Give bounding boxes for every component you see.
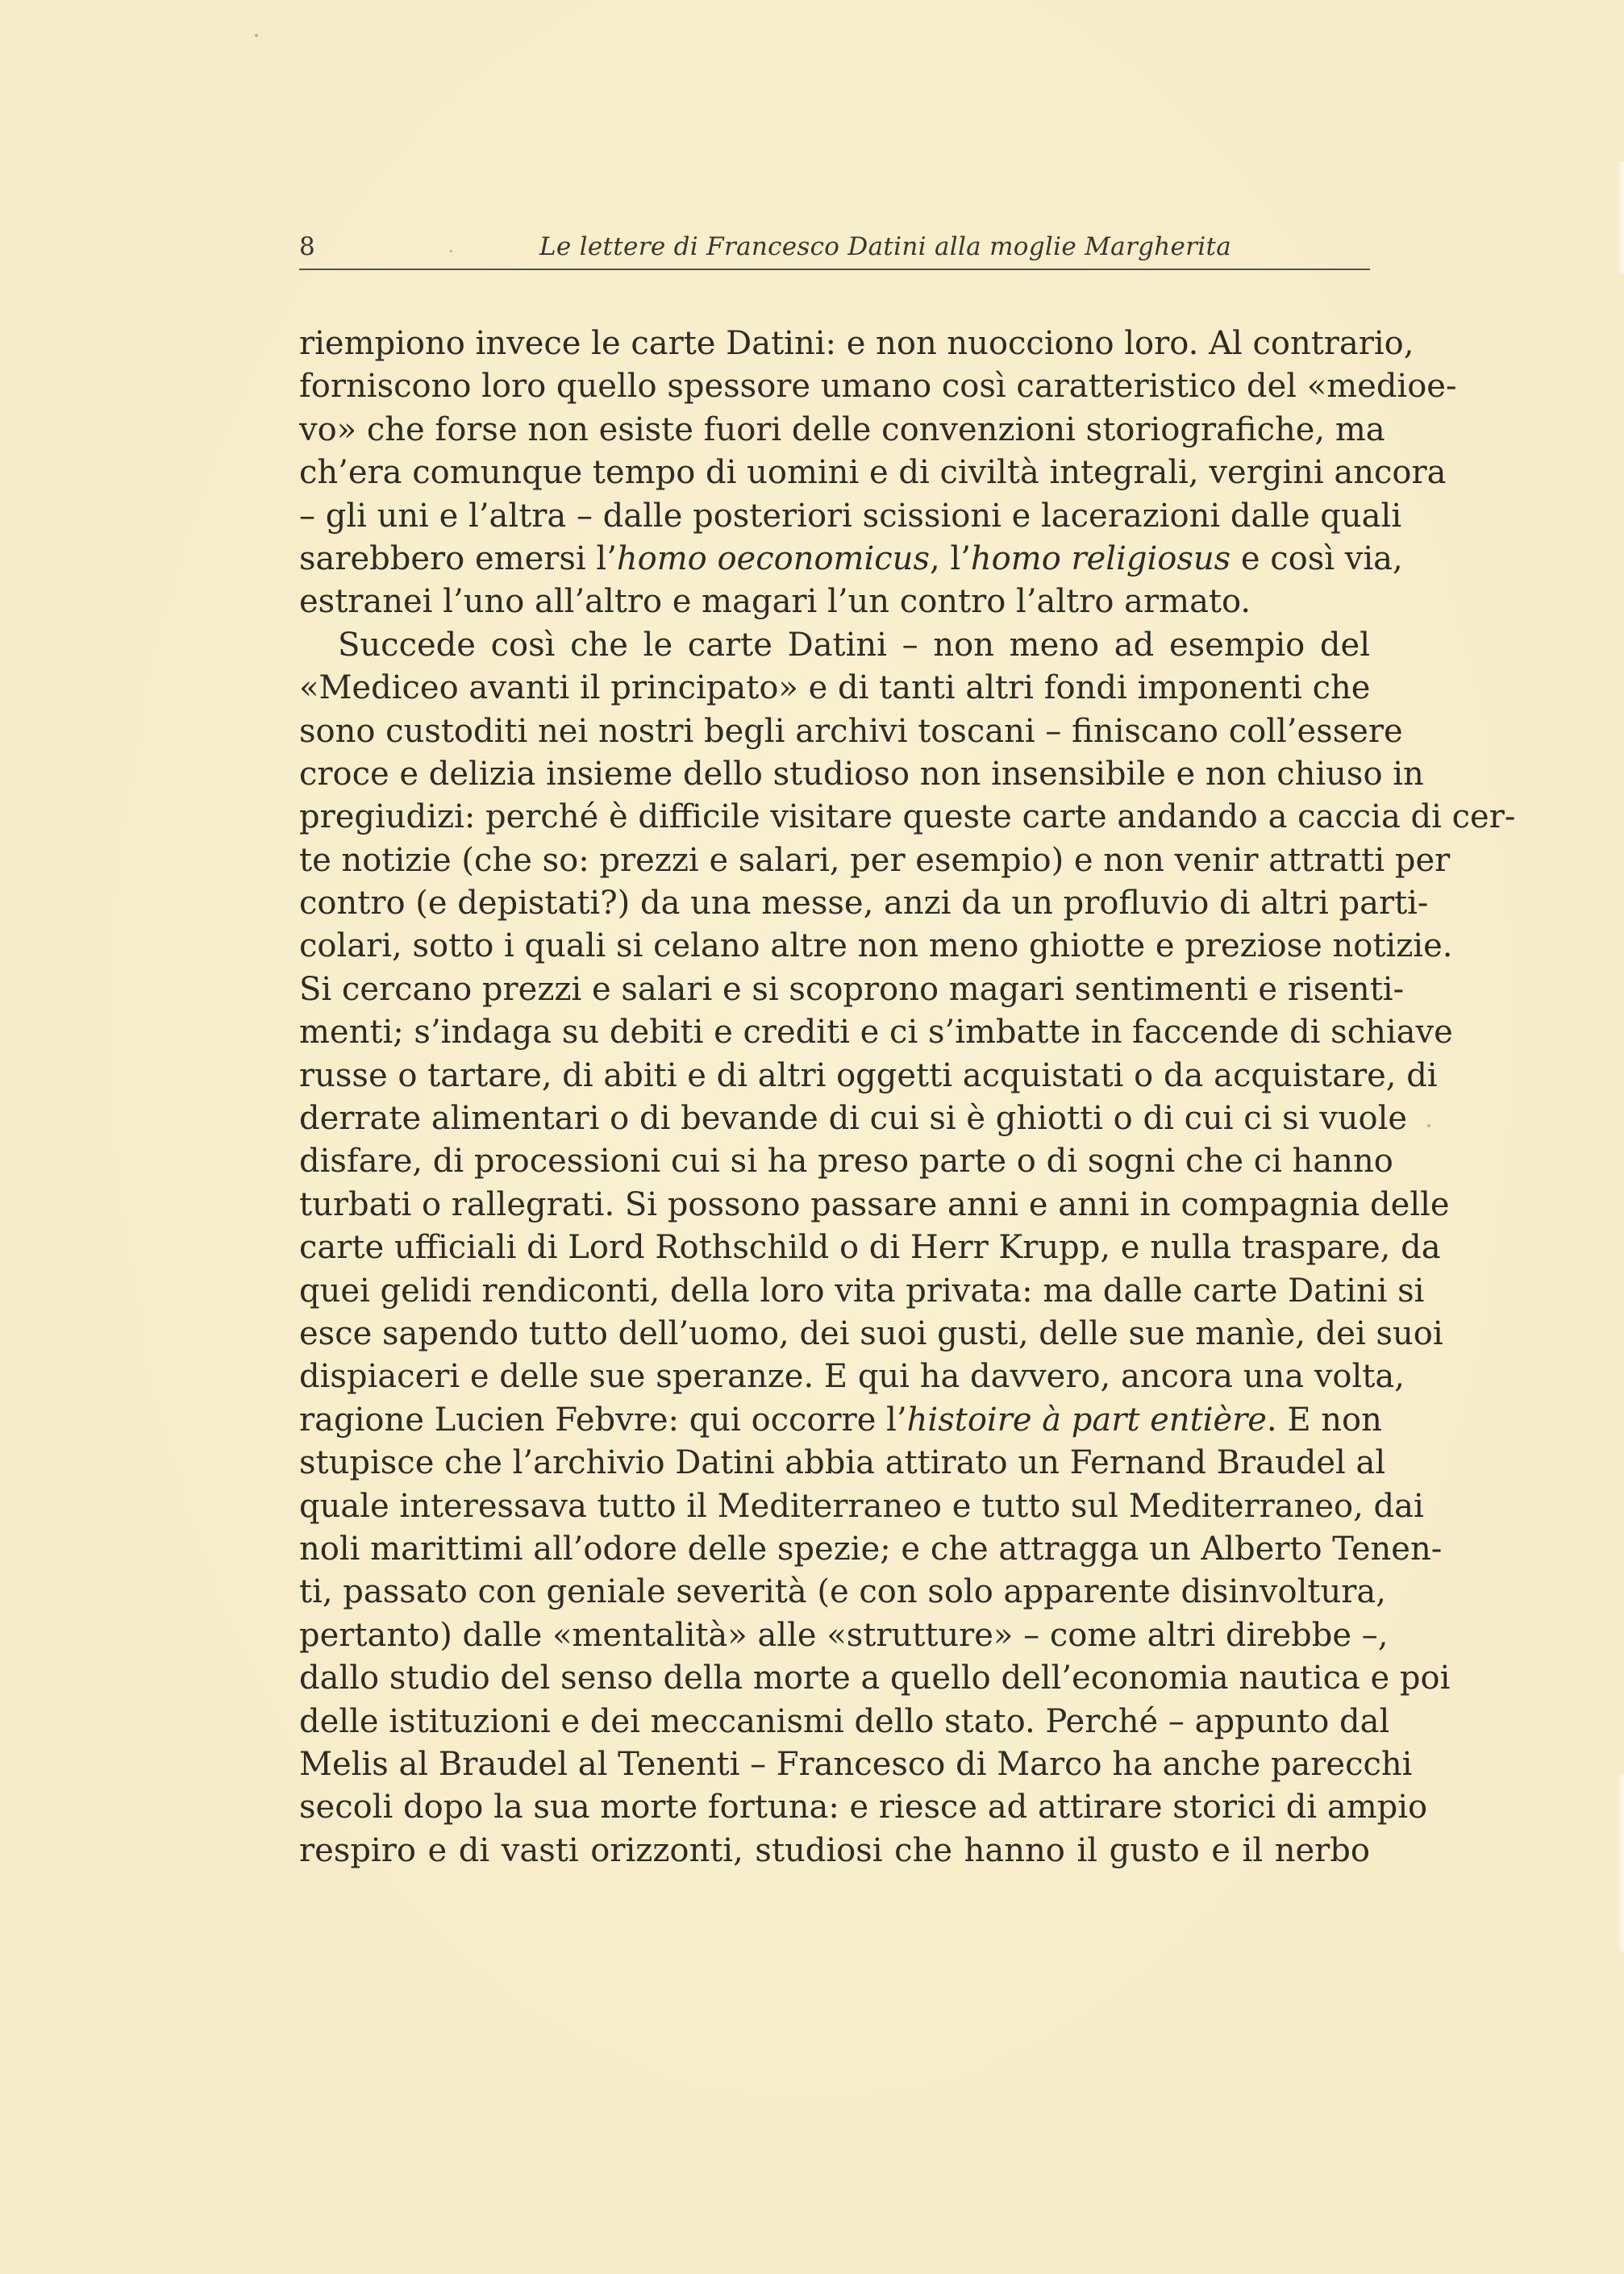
text-segment: colari, sotto i quali si celano altre non meno ghiotte e preziose notizie. xyxy=(299,927,1453,965)
text-segment: sarebbero emersi l’ xyxy=(299,539,617,577)
text-segment: quale interessava tutto il Mediterraneo e tutto sul Mediterraneo, dai xyxy=(299,1487,1424,1525)
text-segment: turbati o rallegrati. Si possono passare anni e anni in compagnia delle xyxy=(299,1185,1450,1223)
text-line xyxy=(299,409,1385,452)
paper-edge xyxy=(1618,1774,1624,1951)
text-line xyxy=(299,839,1451,882)
text-line xyxy=(299,323,1414,365)
text-segment: quei gelidi rendiconti, della loro vita privata: ma dalle carte Datini si xyxy=(299,1272,1425,1310)
text-line xyxy=(299,1227,1441,1269)
text-segment: menti; s’indaga su debiti e crediti e ci s’imbatte in faccende di schiave xyxy=(299,1014,1453,1052)
text-line xyxy=(299,796,1516,839)
text-segment: russe o tartare, di abiti e di altri oggetti acquistati o da acquistare, di xyxy=(299,1056,1438,1094)
text-line xyxy=(299,1614,1389,1657)
paper-speck xyxy=(1427,1124,1430,1127)
text-line xyxy=(299,365,1457,408)
text-line xyxy=(299,968,1405,1011)
text-segment: «Mediceo avanti il principato» e di tanti altri fondi imponenti che xyxy=(299,669,1371,707)
text-segment: Si cercano prezzi e salari e si scoprono magari sentimenti e risenti- xyxy=(299,970,1405,1008)
text-line xyxy=(299,538,1403,581)
text-segment: forniscono loro quello spessore umano così caratteristico del «medioe- xyxy=(299,368,1457,406)
text-segment: respiro e di vasti orizzonti, studiosi che hanno il gusto e il nerbo xyxy=(299,1831,1370,1869)
text-line xyxy=(299,1356,1405,1398)
text-line xyxy=(299,581,1370,623)
paper-speck xyxy=(255,34,258,37)
text-line xyxy=(299,1657,1451,1700)
text-segment: noli marittimi all’odore delle spezie; e che attragga un Alberto Tenen- xyxy=(299,1530,1443,1568)
text-line xyxy=(299,1701,1390,1743)
text-line xyxy=(299,1485,1424,1528)
paper-speck xyxy=(450,250,452,252)
text-segment: dispiaceri e delle sue speranze. E qui ha davvero, ancora una volta, xyxy=(299,1358,1405,1396)
text-segment: carte ufficiali di Lord Rothschild o di Herr Krupp, e nulla traspare, da xyxy=(299,1229,1441,1267)
text-line xyxy=(299,1786,1428,1829)
text-segment: . E non xyxy=(1266,1401,1382,1439)
text-segment: Succede così che le carte Datini – non meno ad esempio del xyxy=(338,626,1370,664)
text-line xyxy=(299,1528,1443,1571)
text-segment: pertanto) dalle «mentalità» alle «strutture» – come altri direbbe –, xyxy=(299,1616,1389,1654)
text-line xyxy=(299,667,1370,710)
text-line xyxy=(299,1011,1453,1054)
text-segment: contro (e depistati?) da una messe, anzi da un profluvio di altri parti- xyxy=(299,885,1429,923)
text-segment: dallo studio del senso della morte a quello dell’economia nautica e poi xyxy=(299,1660,1451,1697)
text-segment: esce sapendo tutto dell’uomo, dei suoi gusti, delle sue manìe, dei suoi xyxy=(299,1314,1443,1352)
text-segment: ragione Lucien Febvre: qui occorre l’ xyxy=(299,1401,907,1439)
text-line xyxy=(299,1743,1413,1786)
text-line xyxy=(299,452,1447,494)
text-segment: pregiudizi: perché è difficile visitare queste carte andando a caccia di cer- xyxy=(299,798,1516,836)
body-text xyxy=(299,323,1516,1872)
header-rule xyxy=(299,269,1370,270)
text-segment: disfare, di processioni cui si ha preso parte o di sogni che ci hanno xyxy=(299,1143,1393,1181)
text-segment: ch’era comunque tempo di uomini e di civiltà integrali, vergini ancora xyxy=(299,454,1447,492)
text-line xyxy=(299,1830,1370,1872)
italic-text: homo religiosus xyxy=(970,539,1231,577)
text-segment: ti, passato con geniale severità (e con solo apparente disinvoltura, xyxy=(299,1573,1386,1611)
text-segment: derrate alimentari o di bevande di cui si è ghiotti o di cui ci si vuole xyxy=(299,1100,1408,1138)
text-line xyxy=(299,882,1429,925)
text-segment: secoli dopo la sua morte fortuna: e riesce ad attirare storici di ampio xyxy=(299,1789,1428,1826)
text-line xyxy=(299,753,1424,796)
text-segment: Melis al Braudel al Tenenti – Francesco di Marco ha anche parecchi xyxy=(299,1745,1413,1783)
text-segment: riempiono invece le carte Datini: e non nuocciono loro. Al contrario, xyxy=(299,325,1414,362)
page-number: 8 xyxy=(299,232,315,261)
text-segment: stupisce che l’archivio Datini abbia attirato un Fernand Braudel al xyxy=(299,1444,1386,1482)
text-segment: te notizie (che so: prezzi e salari, per esempio) e non venir attratti per xyxy=(299,841,1451,879)
running-title: Le lettere di Francesco Datini alla moglie Margherita xyxy=(539,232,1232,261)
text-line xyxy=(299,1270,1425,1313)
text-segment: vo» che forse non esiste fuori delle convenzioni storiografiche, ma xyxy=(299,410,1385,448)
text-segment: estranei l’uno all’altro e magari l’un contro l’altro armato. xyxy=(299,583,1251,621)
text-segment: e così via, xyxy=(1230,539,1403,577)
italic-text: homo oeconomicus xyxy=(616,539,930,577)
text-segment: sono custoditi nei nostri begli archivi toscani – finiscano coll’essere xyxy=(299,712,1403,750)
text-segment: croce e delizia insieme dello studioso non insensibile e non chiuso in xyxy=(299,755,1424,793)
text-line xyxy=(299,495,1402,538)
text-line xyxy=(299,1313,1443,1356)
text-line xyxy=(299,1184,1450,1227)
text-line xyxy=(299,925,1453,968)
running-head xyxy=(299,231,1370,271)
italic-text: histoire à part entière xyxy=(906,1401,1267,1439)
text-line xyxy=(299,710,1403,753)
text-line xyxy=(299,1442,1386,1485)
text-line xyxy=(299,1571,1386,1614)
text-segment: delle istituzioni e dei meccanismi dello stato. Perché – appunto dal xyxy=(299,1702,1390,1740)
text-line xyxy=(299,1055,1438,1097)
text-line xyxy=(299,1399,1382,1442)
text-line xyxy=(299,1097,1408,1140)
text-segment: , l’ xyxy=(929,539,971,577)
text-line xyxy=(299,624,1370,667)
text-line xyxy=(299,1140,1393,1183)
text-segment: – gli uni e l’altra – dalle posteriori scissioni e lacerazioni dalle quali xyxy=(299,497,1402,535)
paper-edge xyxy=(1618,161,1624,274)
